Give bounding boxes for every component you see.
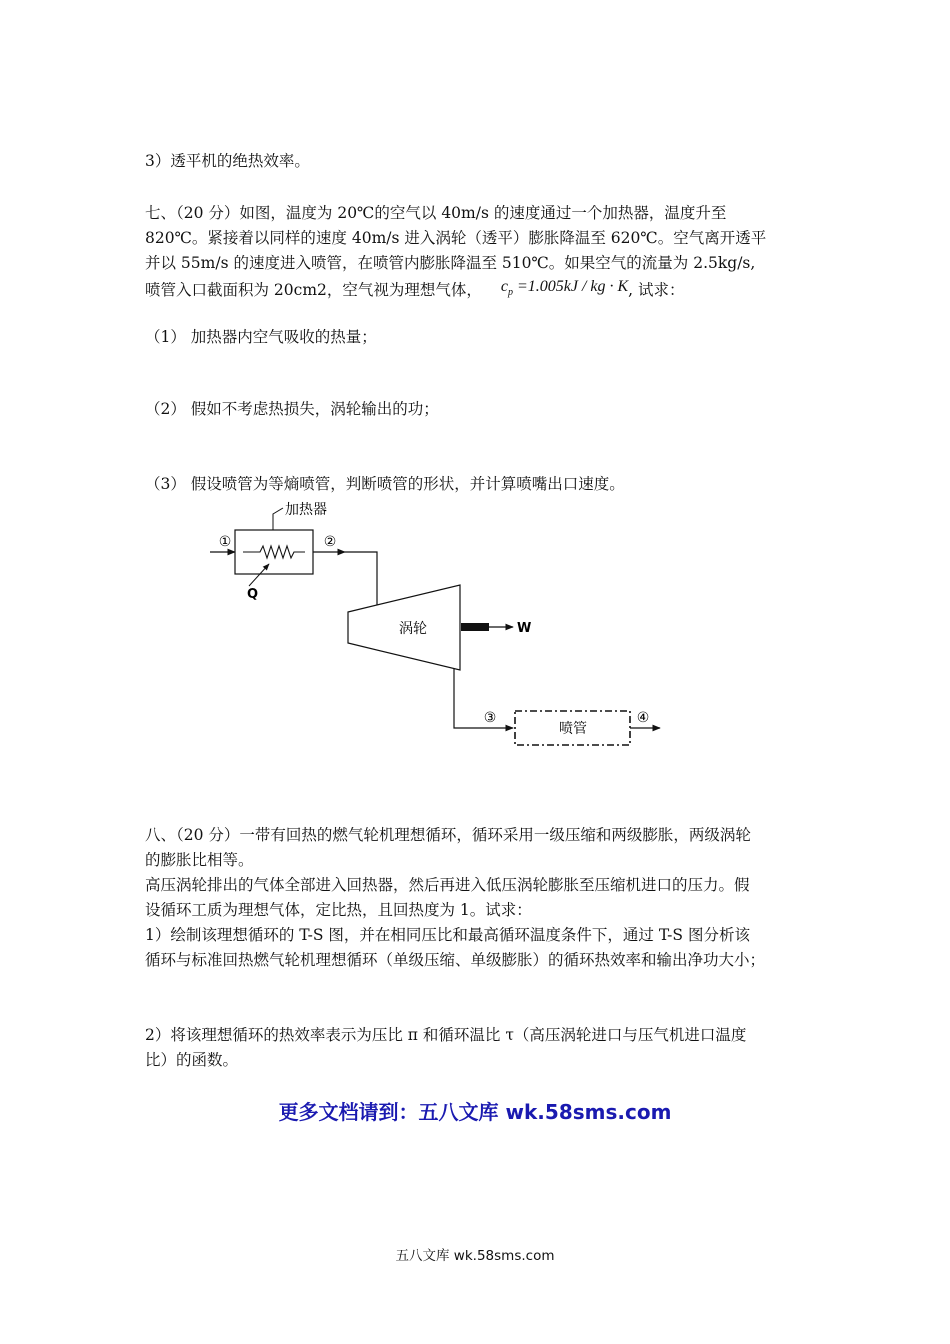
q7-sub-1: （1） 加热器内空气吸收的热量；: [145, 328, 377, 346]
q7-line-3: 并以 55m/s 的速度进入喷管，在喷管内膨胀降温至 510℃。如果空气的流量为 2.5kg/s,: [145, 254, 756, 272]
q8-line-8: 比）的函数。: [145, 1051, 239, 1069]
turbine-inlet-line: [345, 552, 377, 608]
q8-line-7: 2）将该理想循环的热效率表示为压比 π 和循环温比 τ（高压涡轮进口与压气机进口温度: [145, 1026, 747, 1044]
state-2-label: ②: [323, 534, 337, 550]
process-diagram: [205, 500, 665, 760]
q8-line-4: 设循环工质为理想气体，定比热，且回热度为 1。试求：: [145, 901, 532, 919]
turbine-label: 涡轮: [399, 621, 427, 637]
q7-sub-2: （2） 假如不考虑热损失，涡轮输出的功；: [145, 400, 439, 418]
state-3-label: ③: [483, 710, 497, 726]
work-label: W: [517, 621, 532, 636]
q7-line-4-tail: , 试求：: [628, 281, 685, 299]
state-1-label: ①: [218, 534, 232, 550]
q7-line-4: [145, 279, 685, 308]
turbine-shaft: [461, 623, 489, 631]
q8-line-3: 高压涡轮排出的气体全部进入回热器，然后再进入低压涡轮膨胀至压缩机进口的压力。假: [145, 876, 750, 894]
item-3-efficiency: 3）透平机的绝热效率。: [145, 152, 310, 170]
q8-line-1: 八、（20 分）一带有回热的燃气轮机理想循环，循环采用一级压缩和两级膨胀，两级涡轮: [145, 826, 751, 844]
heater-label: 加热器: [285, 502, 327, 518]
q8-line-5: 1）绘制该理想循环的 T-S 图，并在相同压比和最高循环温度条件下，通过 T-S 图分析该: [145, 926, 750, 944]
promo-link[interactable]: 更多文档请到：五八文库 wk.58sms.com: [278, 1100, 672, 1124]
cp-value: =1.005kJ / kg · K: [512, 278, 629, 295]
heat-label: Q: [247, 587, 259, 602]
cp-formula: [501, 276, 628, 304]
q7-sub-3: （3） 假设喷管为等熵喷管，判断喷管的形状，并计算喷嘴出口速度。: [145, 475, 625, 493]
q8-line-6: 循环与标准回热燃气轮机理想循环（单级压缩、单级膨胀）的循环热效率和输出净功大小；: [145, 951, 766, 969]
q7-line-2: 820℃。紧接着以同样的速度 40m/s 进入涡轮（透平）膨胀降温至 620℃。空气离开透平: [145, 229, 767, 247]
nozzle-label: 喷管: [559, 721, 587, 737]
cp-symbol: c: [500, 278, 508, 295]
q8-line-2: 的膨胀比相等。: [145, 851, 254, 869]
page-footer: 五八文库 wk.58sms.com: [395, 1248, 555, 1264]
cp-subscript: p: [507, 287, 513, 299]
q7-line-1: 七、（20 分）如图，温度为 20℃的空气以 40m/s 的速度通过一个加热器，温度升至: [145, 204, 727, 222]
q7-line-4-text: 喷管入口截面积为 20cm2，空气视为理想气体，: [145, 281, 482, 299]
state-4-label: ④: [636, 710, 650, 726]
heater-leader: [273, 508, 283, 530]
